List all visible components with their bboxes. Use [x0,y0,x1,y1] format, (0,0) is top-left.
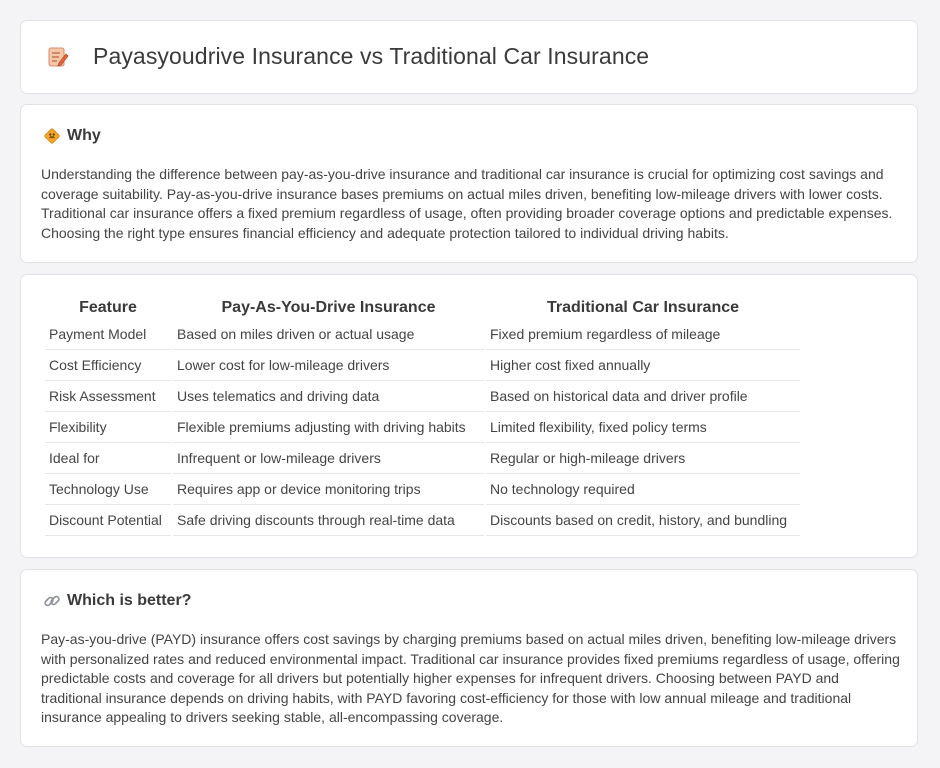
table-row [45,412,800,443]
table-row [45,474,800,505]
link-icon [43,592,61,610]
why-heading: Why [67,127,101,144]
table-cell: Regular or high-mileage drivers [486,443,800,474]
table-cell: Requires app or device monitoring trips [173,474,484,505]
better-heading: Which is better? [67,592,192,609]
table-cell: Risk Assessment [45,381,171,412]
table-cell: Technology Use [45,474,171,505]
title-row [47,43,649,70]
table-cell: Based on historical data and driver profile [486,381,800,412]
table-cell: Discounts based on credit, history, and bundling [486,505,800,536]
header-traditional: Traditional Car Insurance [546,299,740,316]
better-card [20,569,918,747]
header-payd: Pay-As-You-Drive Insurance [221,299,436,316]
table-cell: Uses telematics and driving data [173,381,484,412]
table-cell: Safe driving discounts through real-time data [173,505,484,536]
table-cell: Fixed premium regardless of mileage [486,319,800,350]
memo-icon [47,45,69,69]
comparison-card [20,274,918,558]
better-text: Pay-as-you-drive (PAYD) insurance offers cost savings by charging premiums based on actual miles driven, benefiting low-mileage drivers with personalized rates and reduced environmental impact. Traditional car insurance provides fixed premiums regardless of usage, offering predictable costs and coverage for all drivers but potentially higher expenses for infrequent drivers. Choosing between PAYD and traditional insurance depends on driving habits, with PAYD favoring cost-efficiency for those with low annual mileage and traditional insurance appealing to drivers seeking stable, all-encompassing coverage. [41,631,900,726]
table-row [45,350,800,381]
title-card [20,20,918,94]
table-cell: Lower cost for low-mileage drivers [173,350,484,381]
table-cell: Ideal for [45,443,171,474]
table-cell: Flexibility [45,412,171,443]
table-cell: Infrequent or low-mileage drivers [173,443,484,474]
table-cell: No technology required [486,474,800,505]
table-cell: Cost Efficiency [45,350,171,381]
table-cell: Higher cost fixed annually [486,350,800,381]
why-header [43,127,101,145]
table-row [45,443,800,474]
why-text: Understanding the difference between pay-as-you-drive insurance and traditional car insurance is crucial for optimizing cost savings and coverage suitability. Pay-as-you-drive insurance bases premiums on actual miles driven, benefiting low-mileage drivers with lower costs. Traditional car insurance offers a fixed premium regardless of usage, often providing broader coverage options and predictable expenses. Choosing the right type ensures financial efficiency and adequate protection tailored to individual driving habits. [41,166,893,241]
header-feature: Feature [79,299,137,316]
table-row [45,319,800,350]
table-cell: Limited flexibility, fixed policy terms [486,412,800,443]
table-cell: Based on miles driven or actual usage [173,319,484,350]
table-header-row [45,297,800,319]
better-header [43,592,191,610]
comparison-table [43,297,802,536]
table-cell: Flexible premiums adjusting with driving habits [173,412,484,443]
warning-sign-icon [43,127,61,145]
table-cell: Discount Potential [45,505,171,536]
table-cell: Payment Model [45,319,171,350]
table-row [45,381,800,412]
why-card [20,104,918,263]
table-row [45,505,800,536]
page-title: Payasyoudrive Insurance vs Traditional Car Insurance [93,43,650,69]
